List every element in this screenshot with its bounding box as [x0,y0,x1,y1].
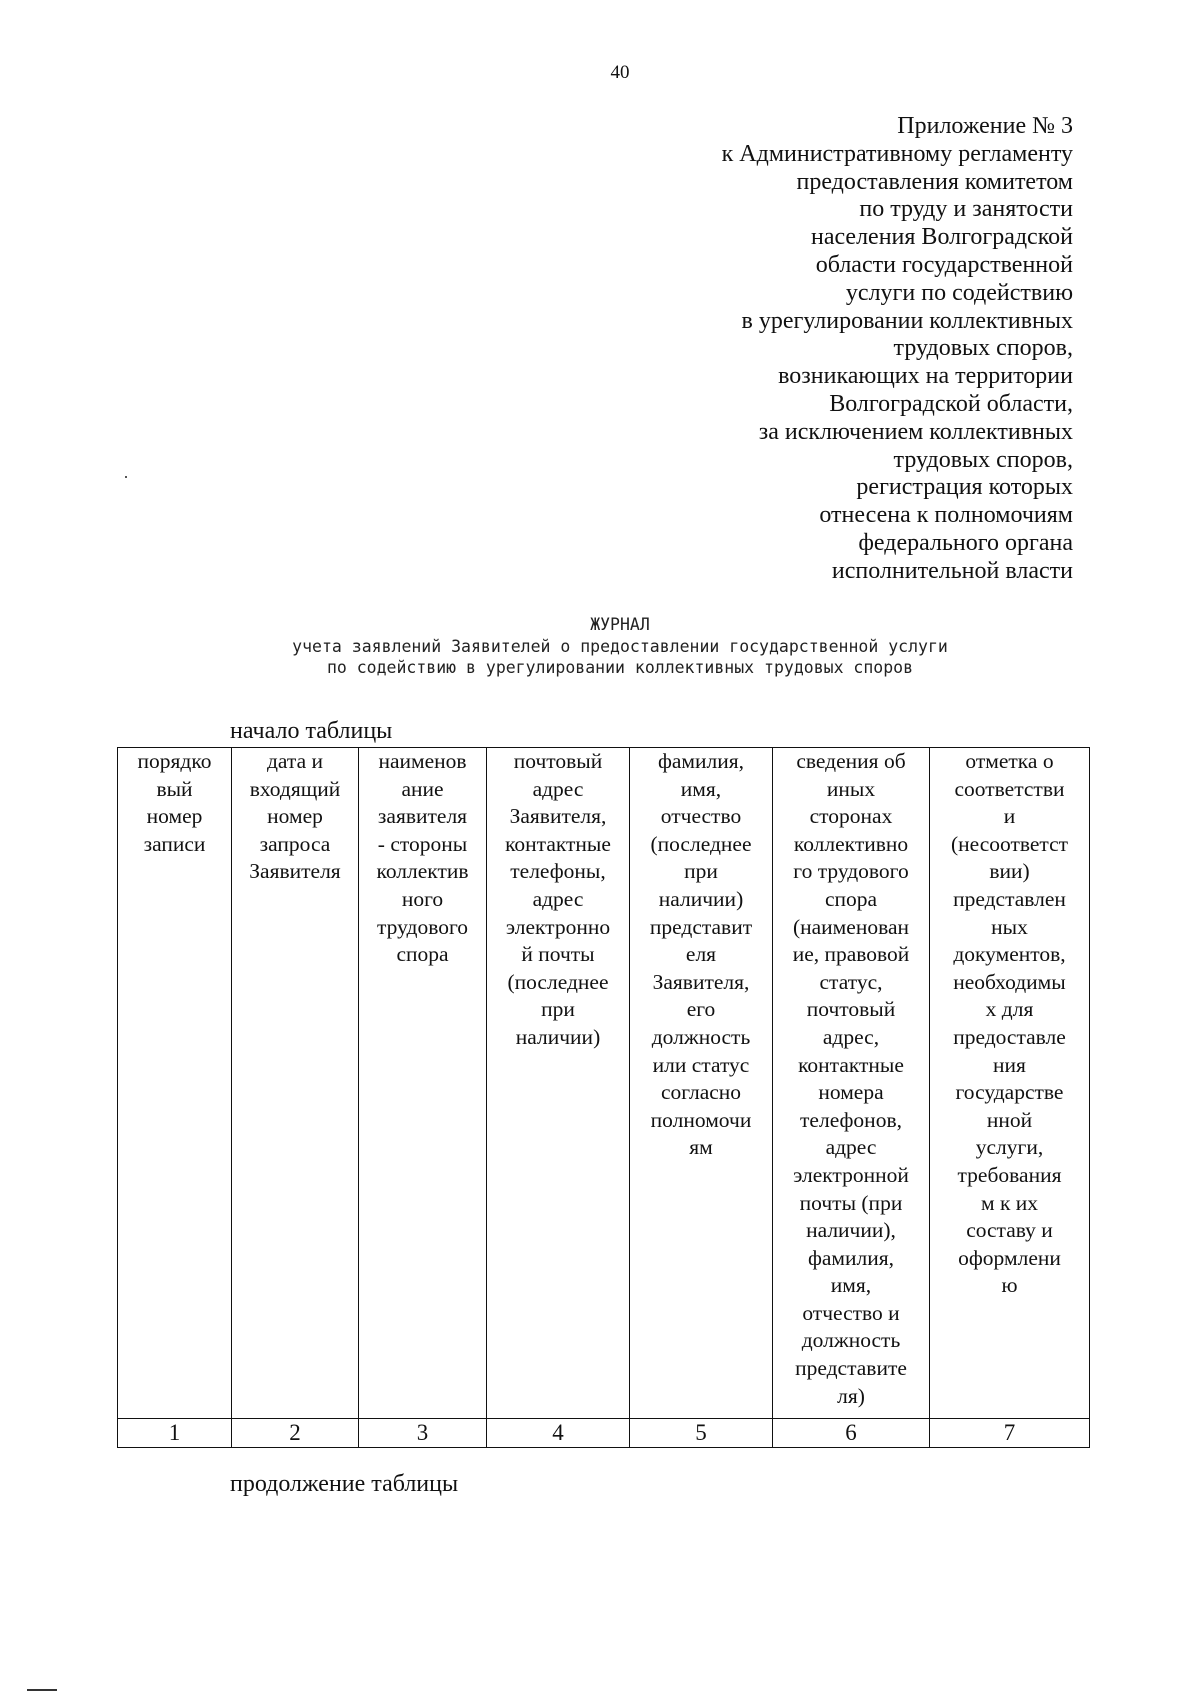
column-number-6: 6 [773,1419,930,1448]
column-header-7 [930,748,1090,1419]
appendix-line: области государственной [815,251,1073,278]
table-column-number-row [118,1419,1090,1448]
column-header-line: полномочи [650,1107,752,1132]
column-header-line: должность [651,1024,751,1049]
table-caption-continued: продолжение таблицы [230,1471,459,1497]
journal-subtitle-line-2: по содействию в урегулировании коллективных трудовых споров [326,658,914,677]
column-header-line: при [541,997,575,1022]
column-header-line: представлен [953,886,1066,911]
appendix-line: в урегулировании коллективных [741,307,1073,334]
column-number-5: 5 [630,1419,773,1448]
column-header-line: й почты [521,942,595,967]
column-header-line: иных [826,776,876,801]
column-header-line: наличии) [515,1024,601,1049]
journal-table [117,747,1090,1448]
table-caption-start: начало таблицы [230,718,393,744]
column-header-line: адрес [532,886,584,911]
column-header-line: адрес [825,1135,877,1160]
column-header-line: (наименован [792,914,910,939]
column-header-line: электронно [505,914,611,939]
column-header-line: контактные [505,831,611,856]
column-header-line: Заявителя, [509,804,607,829]
appendix-heading [722,113,1073,586]
column-number-3: 3 [359,1419,487,1448]
scan-speck [125,476,127,478]
column-header-line: трудового [377,914,468,939]
column-header-line: почтовый [806,997,896,1022]
column-header-line: коллектив [376,859,469,884]
column-number-4: 4 [487,1419,630,1448]
column-header-line: наименов [378,749,467,773]
column-header-line: сведения об [796,749,906,773]
column-header-line: ных [991,914,1028,939]
column-header-line: соответстви [954,776,1065,801]
column-header-line: документов, [953,942,1066,967]
column-header-line: фамилия, [807,1245,895,1270]
column-header-line: м к их [980,1190,1039,1215]
column-header-line: спора [396,942,449,967]
column-number-1: 1 [118,1419,232,1448]
column-header-line: запроса [259,831,331,856]
column-header-line: заявителя [377,804,468,829]
column-header-6 [773,748,930,1419]
column-header-line: при [684,859,718,884]
column-header-line: номер [146,804,203,829]
column-header-line: его [686,997,716,1022]
column-number-2: 2 [232,1419,359,1448]
column-header-line: должность [801,1328,901,1353]
column-header-line: номер [267,804,323,829]
appendix-line: возникающих на территории [778,363,1073,390]
column-header-line: почтовый [513,749,603,773]
column-number-7: 7 [930,1419,1090,1448]
column-header-line: адрес, [822,1024,880,1049]
column-header-line: электронной [793,1162,909,1187]
appendix-line: за исключением коллективных [758,418,1073,445]
column-header-line: ля) [837,1383,865,1408]
column-header-5 [630,748,773,1419]
column-header-line: представит [649,914,753,939]
column-header-1 [118,748,232,1419]
column-header-line: представите [795,1356,907,1381]
column-header-line: Заявителя, [652,969,750,994]
appendix-line: к Административному регламенту [721,140,1073,167]
table-header-row [118,748,1090,1419]
column-header-line: требования [957,1162,1062,1187]
appendix-line: Волгоградской области, [829,390,1073,417]
column-header-line: ям [689,1135,713,1160]
appendix-line: регистрация которых [856,474,1073,501]
column-header-line: (несоответст [950,831,1069,856]
column-header-line: отчество и [802,1300,900,1325]
column-header-line: услуги, [975,1135,1044,1160]
appendix-line: предоставления комитетом [796,168,1073,195]
column-header-line: входящий [249,776,341,801]
column-header-line: сторонах [809,804,893,829]
column-header-line: Заявителя [249,859,341,884]
column-header-line: отчество [660,804,742,829]
column-header-line: порядко [137,749,212,773]
column-header-3 [359,748,487,1419]
column-header-line: коллективно [793,831,909,856]
column-header-line: необходимы [953,969,1066,994]
column-header-line: наличии), [806,1218,896,1243]
appendix-line: населения Волгоградской [810,224,1073,251]
column-header-line: го трудового [793,859,909,884]
column-header-line: номера [818,1080,884,1105]
column-header-line: имя, [830,1273,872,1298]
appendix-line: по труду и занятости [859,196,1073,223]
column-header-line: почты (при [799,1190,903,1215]
journal-subtitle-line-1: учета заявлений Заявителей о предоставлении государственной услуги [292,636,948,656]
page-number: 40 [610,62,630,83]
column-header-line: и [1003,804,1016,829]
column-header-line: фамилия, [657,749,745,773]
appendix-line: услуги по содействию [845,279,1073,306]
column-header-line: (последнее [507,969,609,994]
appendix-line: отнесена к полномочиям [819,502,1073,529]
column-header-line: ния [993,1052,1026,1077]
column-header-line: контактные [798,1052,904,1077]
column-header-line: наличии) [658,886,744,911]
column-header-line: - стороны [377,831,468,856]
appendix-line: трудовых споров, [893,335,1073,362]
column-header-line: вый [156,776,193,801]
column-header-line: адрес [532,776,584,801]
appendix-line: федерального органа [858,529,1073,556]
appendix-line: Приложение № 3 [897,113,1073,139]
column-header-line: х для [985,997,1034,1022]
column-header-line: телефоны, [510,859,606,884]
column-header-line: статус, [819,969,883,994]
column-header-line: составу и [966,1218,1053,1243]
journal-title: ЖУРНАЛ [590,615,650,634]
column-header-line: оформлени [958,1245,1061,1270]
column-header-line: ие, правовой [792,942,910,967]
column-header-line: имя, [680,776,722,801]
column-header-line: еля [685,942,717,967]
scan-mark [27,1689,57,1691]
column-header-line: вии) [989,859,1030,884]
journal-heading [0,614,1200,679]
column-header-line: ю [1001,1273,1018,1298]
column-header-line: согласно [660,1080,742,1105]
column-header-line: спора [824,886,878,911]
appendix-line: исполнительной власти [831,557,1073,584]
column-header-line: государстве [955,1080,1064,1105]
column-header-line: телефонов, [800,1107,902,1132]
column-header-line: ного [401,886,444,911]
column-header-line: дата и [266,749,323,773]
column-header-4 [487,748,630,1419]
column-header-line: или статус [652,1052,750,1077]
column-header-line: записи [143,831,206,856]
appendix-line: трудовых споров, [893,446,1073,473]
column-header-line: предоставле [953,1024,1066,1049]
column-header-line: нной [986,1107,1033,1132]
column-header-2 [232,748,359,1419]
column-header-line: (последнее [650,831,752,856]
column-header-line: отметка о [965,749,1054,773]
column-header-line: ание [401,776,444,801]
